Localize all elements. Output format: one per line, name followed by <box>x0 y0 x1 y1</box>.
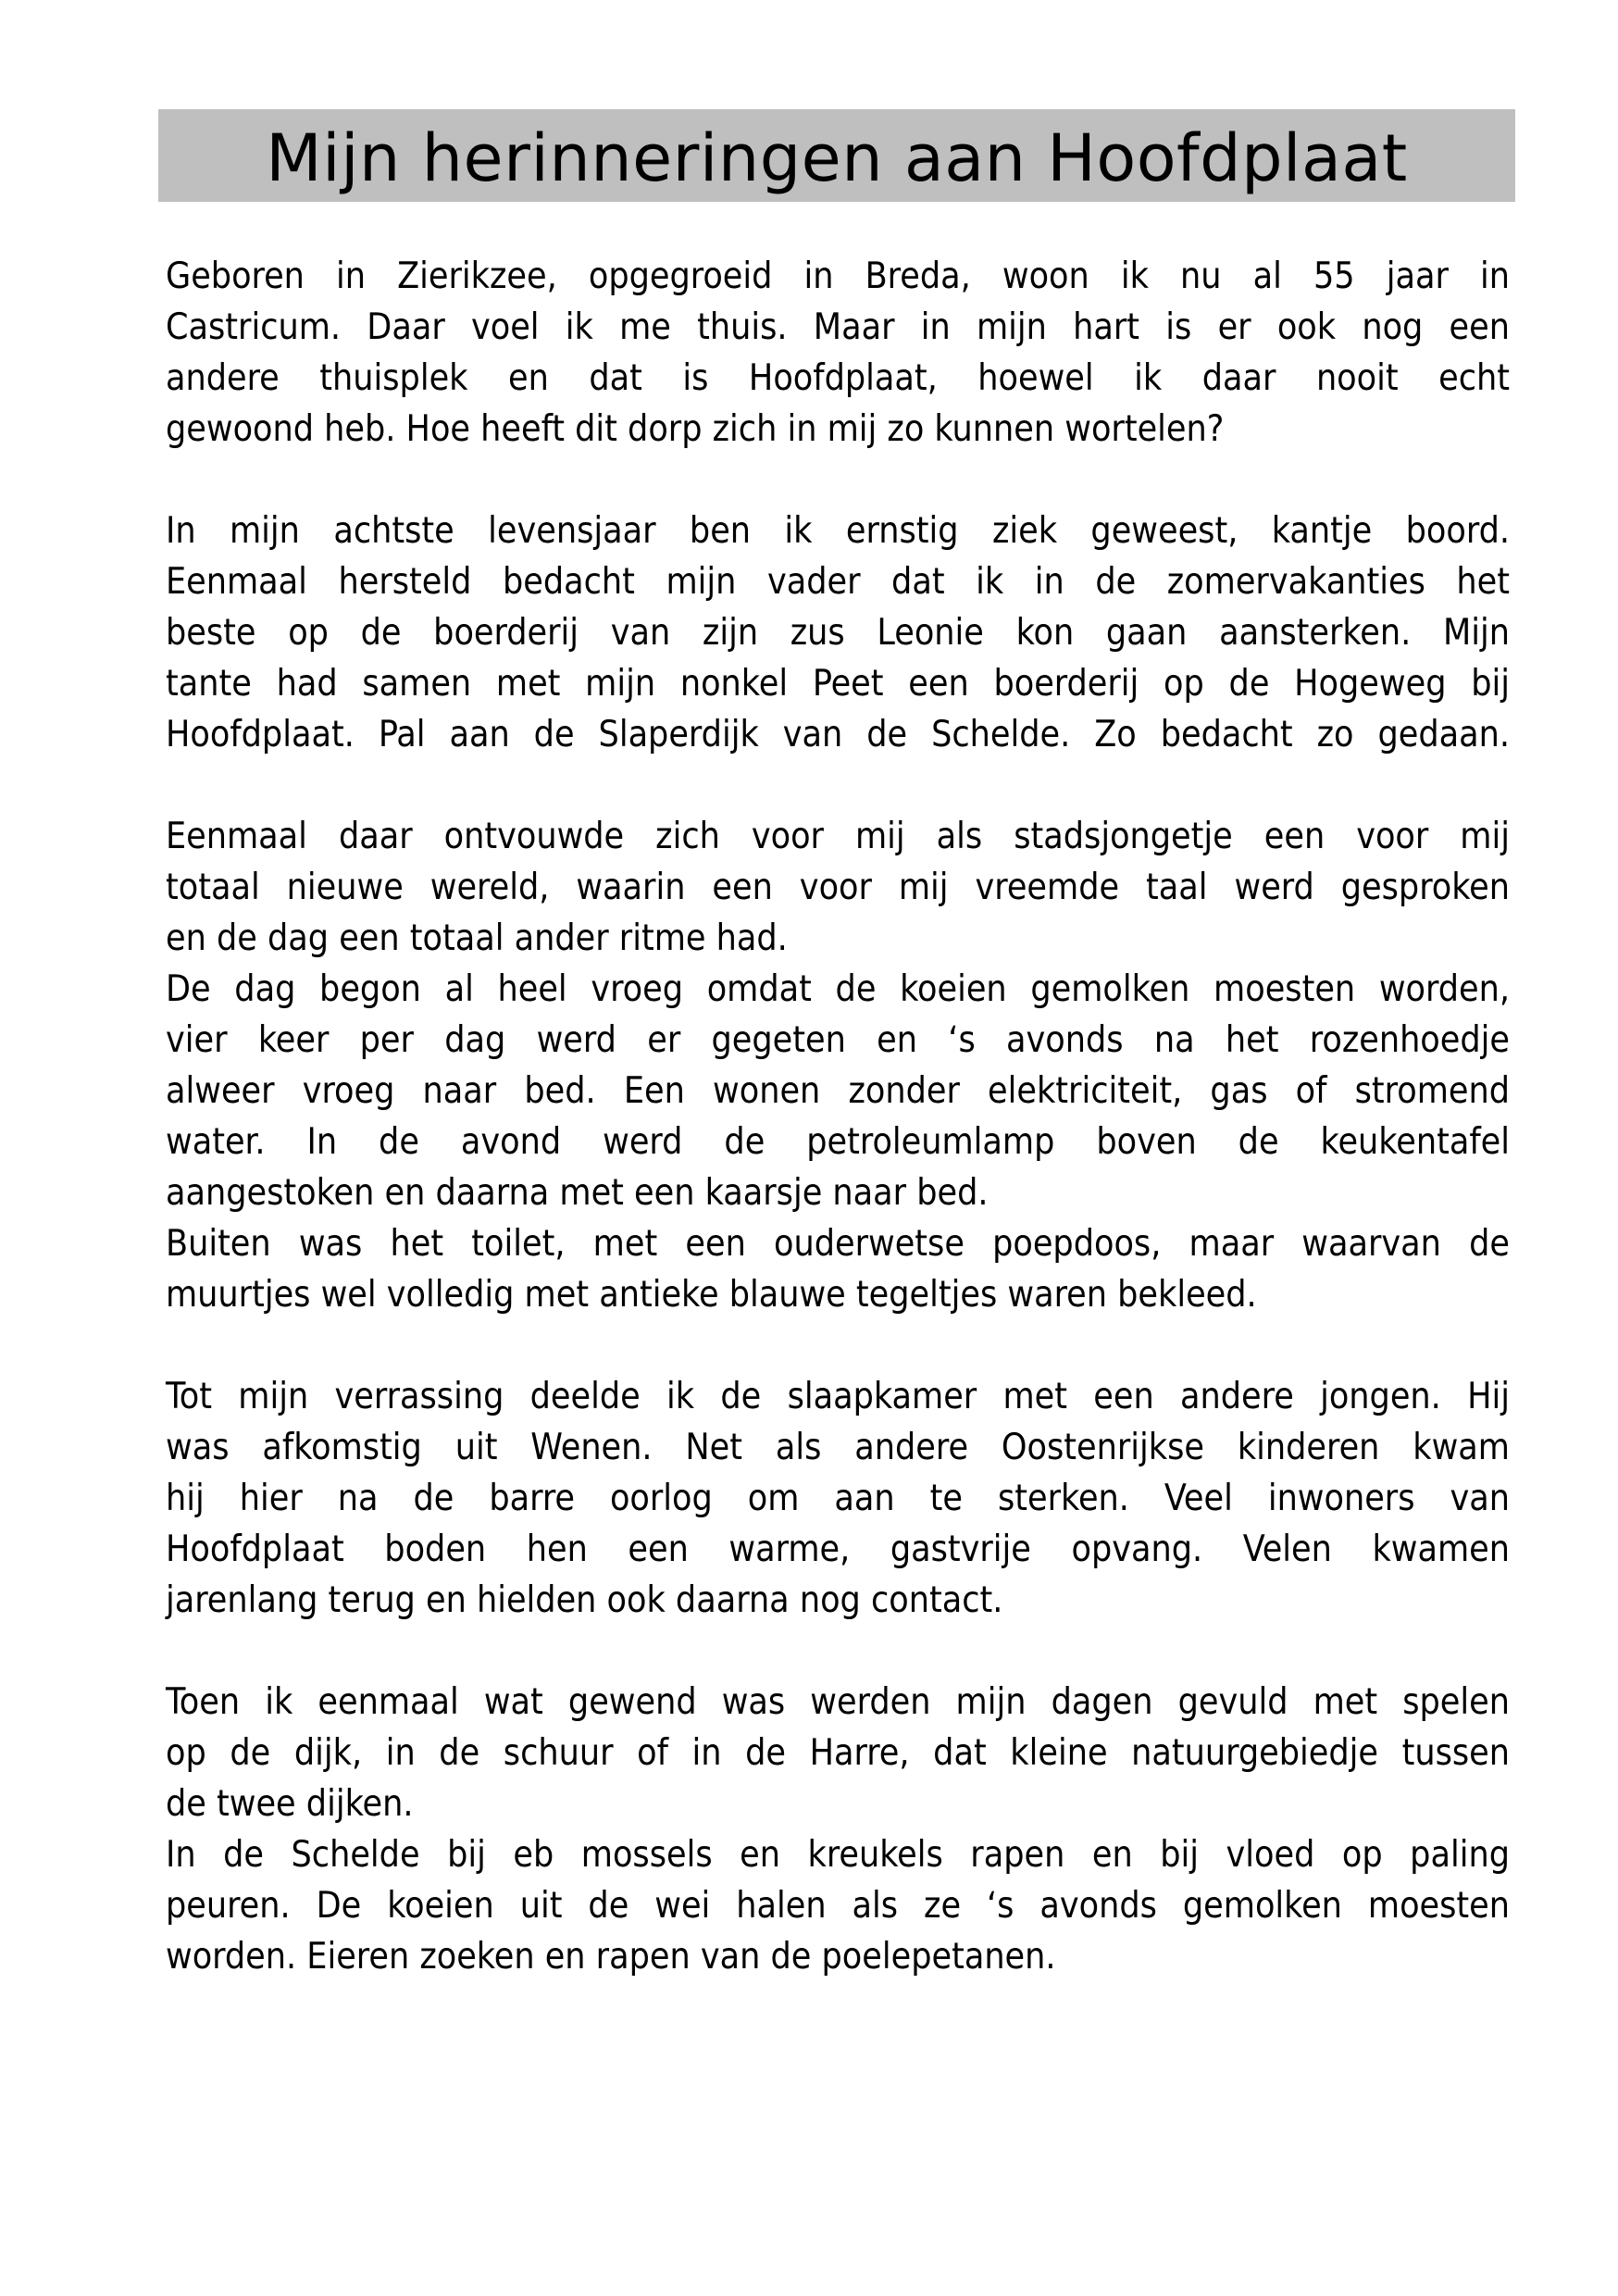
paragraph-3 <box>166 811 1510 1320</box>
text-line: Tot mijn verrassing deelde ik de slaapkamer met een andere jongen. Hij <box>166 1376 1510 1417</box>
paragraph-1 <box>166 251 1510 455</box>
text-line: op de dijk, in de schuur of in de Harre, dat kleine natuurgebiedje tussen <box>166 1732 1510 1774</box>
text-line: gewoond heb. Hoe heeft dit dorp zich in mij zo kunnen wortelen? <box>166 408 1225 450</box>
text-line: vier keer per dag werd er gegeten en ‘s avonds na het rozenhoedje <box>166 1019 1510 1061</box>
text-line: alweer vroeg naar bed. Een wonen zonder elektriciteit, gas of stromend <box>166 1070 1510 1112</box>
text-line: en de dag een totaal ander ritme had. <box>166 917 788 959</box>
text-line: Buiten was het toilet, met een ouderwetse poepdoos, maar waarvan de <box>166 1223 1510 1265</box>
document-title: Mijn herinneringen aan Hoofdplaat <box>266 120 1408 196</box>
text-line: Castricum. Daar voel ik me thuis. Maar in mijn hart is er ook nog een <box>166 306 1510 348</box>
text-line: Hoofdplaat boden hen een warme, gastvrije opvang. Velen kwamen <box>166 1529 1510 1570</box>
text-line: De dag begon al heel vroeg omdat de koeien gemolken moesten worden, <box>166 968 1510 1010</box>
text-line: aangestoken en daarna met een kaarsje naar bed. <box>166 1172 989 1214</box>
text-line: Eenmaal daar ontvouwde zich voor mij als stadsjongetje een voor mij <box>166 816 1510 857</box>
text-line: andere thuisplek en dat is Hoofdplaat, hoewel ik daar nooit echt <box>166 357 1510 399</box>
paragraph-4 <box>166 1371 1510 1626</box>
text-line: In mijn achtste levensjaar ben ik ernstig ziek geweest, kantje boord. <box>166 510 1510 552</box>
text-line: beste op de boerderij van zijn zus Leonie kon gaan aansterken. Mijn <box>166 612 1510 654</box>
text-line: hij hier na de barre oorlog om aan te sterken. Veel inwoners van <box>166 1478 1510 1519</box>
text-line: Hoofdplaat. Pal aan de Slaperdijk van de Schelde. Zo bedacht zo gedaan. <box>166 714 1510 755</box>
paragraph-2 <box>166 505 1510 760</box>
text-line: de twee dijken. <box>166 1783 414 1825</box>
text-line: totaal nieuwe wereld, waarin een voor mij vreemde taal werd gesproken <box>166 867 1510 908</box>
title-banner <box>158 109 1515 202</box>
text-line: tante had samen met mijn nonkel Peet een boerderij op de Hogeweg bij <box>166 663 1510 705</box>
text-line: jarenlang terug en hielden ook daarna nog contact. <box>166 1579 1003 1621</box>
text-line: In de Schelde bij eb mossels en kreukels rapen en bij vloed op paling <box>166 1834 1510 1876</box>
text-line: peuren. De koeien uit de wei halen als ze ‘s avonds gemolken moesten <box>166 1885 1510 1927</box>
text-line: Toen ik eenmaal wat gewend was werden mijn dagen gevuld met spelen <box>166 1681 1510 1723</box>
document-body <box>166 251 1510 2033</box>
text-line: water. In de avond werd de petroleumlamp boven de keukentafel <box>166 1121 1510 1163</box>
text-line: was afkomstig uit Wenen. Net als andere Oostenrijkse kinderen kwam <box>166 1427 1510 1468</box>
text-line: worden. Eieren zoeken en rapen van de poelepetanen. <box>166 1936 1056 1978</box>
text-line: Eenmaal hersteld bedacht mijn vader dat ik in de zomervakanties het <box>166 561 1510 603</box>
text-line: Geboren in Zierikzee, opgegroeid in Breda, woon ik nu al 55 jaar in <box>166 256 1510 297</box>
text-line: muurtjes wel volledig met antieke blauwe tegeltjes waren bekleed. <box>166 1274 1257 1316</box>
paragraph-5 <box>166 1677 1510 1982</box>
